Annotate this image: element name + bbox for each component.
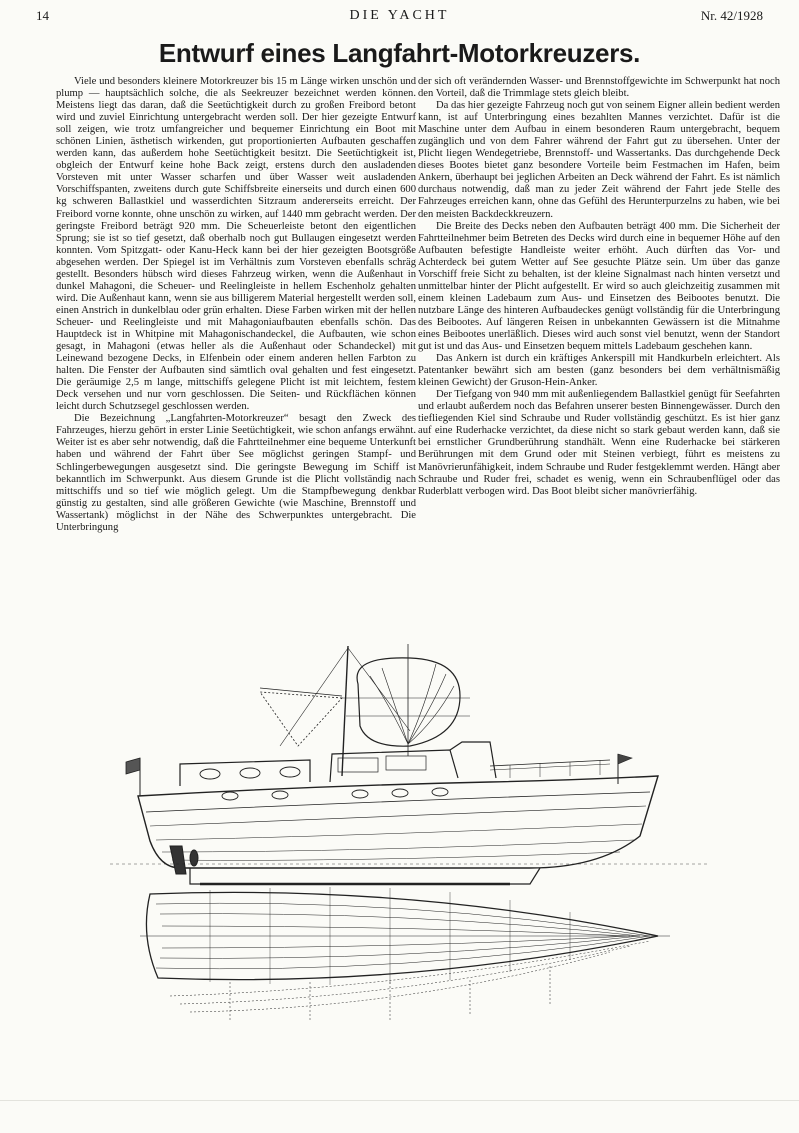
body-plan-drawing xyxy=(340,644,470,756)
buttock-lines-drawing xyxy=(170,941,650,1021)
issue-number: Nr. 42/1928 xyxy=(700,8,763,23)
paragraph: Da das hier gezeigte Fahrzeug noch gut von seinem Eigner allein bedient werden kann, ist auf Unterbringung eines bezahlten Mannes verzichtet. Dafür ist die Maschine unter dem Aufbau in einem besonderen Raum untergebracht, bequem zugänglich und von dem Fahrer während der Fahrt gut zu übersehen. Unter der Plicht liegen Wendegetriebe, Brennstoff- und Wassertanks. Das durchgehende Deck dieses Bootes bietet ganz besondere Vorteile beim Festmachen im Hafen, beim Ankern, überhaupt bei jeglichen Arbeiten an Deck während der Fahrt. Es ist nämlich durchaus notwendig, daß man zu jeder Zeit während der Fahrt jede Stelle des Fahrzeuges erreichen kann, ohne das Gefühl des Herunterpurzelns zu haben, wie bei den meisten Backdeckkreuzern. xyxy=(418,100,780,220)
paragraph: der sich oft verändernden Wasser- und Brennstoffgewichte im Schwerpunkt hat noch den Vorteil, daß die Trimmlage stets gleich bleibt. xyxy=(418,76,780,100)
paragraph: Die Bezeichnung „Langfahrten-Motorkreuzer“ besagt den Zweck des Fahrzeuges, hierzu gehört in erster Linie Seetüchtigkeit, wie schon anfangs erwähnt. Weiter ist es aber sehr notwendig, daß die Fahrtteilnehmer eine bequeme Unterkunft haben und während der Fahrt über See möglichst geringen Stampf- und Schlingerbewegungen ausgesetzt sind. Die geringste Bewegung im Schiff ist bekanntlich im Schwerpunkt. Aus diesem Grunde ist die Plicht vollständig nach mittschiffs und so tief wie möglich gelegt. Um die Stampfbewegung denkbar günstig zu gestalten, sind alle größeren Gewichte (wie Maschine, Brennstoff und Wassertank) möglichst in der Nähe des Schwerpunktes untergebracht. Die Unterbringung xyxy=(56,413,416,533)
paragraph: Der Tiefgang von 940 mm mit außenliegendem Ballastkiel genügt für Seefahrten und erlaubt außerdem noch das Befahren unserer besten Binnengewässer. Durch den tiefliegenden Kiel sind Schraube und Ruder vollständig geschützt. Es ist hier ganz auf eine Ruderhacke verzichtet, da diese nicht so stark gebaut werden kann, daß sie bei ernstlicher Grundberührung standhält. Wenn eine Ruderhacke bei stärkeren Berührungen mit dem Grund oder mit Steinen verbiegt, führt es meistens zu Manövrierunfähigkeit, indem Schraube und Ruder festgeklemmt werden. Hängt aber Schraube und Ruder frei, schadet es wenig, wenn ein Schraubenflügel oder das Ruderblatt verbogen wird. Das Boot bleibt sicher manövrierfähig. xyxy=(418,389,780,497)
plan-view-drawing xyxy=(140,887,670,985)
magazine-title: DIE YACHT xyxy=(349,8,450,23)
motor-cruiser-plan-icon xyxy=(110,636,710,1026)
paragraph: Viele und besonders kleinere Motorkreuzer bis 15 m Länge wirken unschön und plump — hauptsächlich solche, die als Seekreuzer bezeichnet werden können. Meistens liegt das daran, daß die Seetüchtigkeit durch zu großen Freibord betont wird und zuviel Einrichtung untergebracht werden soll. Der hier gezeigte Entwurf soll zeigen, wie trotz umfangreicher und bequemer Einrichtung ein Boot mit schönen Linien, ästhetisch wirkenden, gut proportionierten Aufbauten geschaffen werden kann, das außerdem hohe Seetüchtigkeit besitzt. Die Seetüchtigkeit ist, obgleich der Entwurf keine hohe Back zeigt, erstens durch den ausladenden Vorsteven mit unter Wasser scharfen und über Wasser weit ausladenden Vorschiffspanten, zweitens durch gute Schiffsbreite einerseits und durch einen 600 kg schweren Ballastkiel und wasserdichten Sitzraum andererseits erreicht. Der Freibord vorne konnte, ohne unschön zu wirken, auf 1440 mm gebracht werden. Der geringste Freibord beträgt 920 mm. Die Scheuerleiste betont den eigentlichen Sprung; sie ist so tief gesetzt, daß oberhalb noch gut Bullaugen eingesetzt werden konnten. Vom Spitzgatt- oder Kanu-Heck kann bei der hier gezeigten Bootsgröße abgesehen werden. Der Spiegel ist im Verhältnis zum Vorsteven ebenfalls schräg gestellt. Besonders hübsch wird dieses Fahrzeug wirken, wenn die Außenhaut in dunkel Mahagoni, die Scheuer- und Reelingleiste in hellem Eschenholz gehalten wird. Die Außenhaut kann, wenn sie aus billigerem Material hergestellt werden soll, einen Anstrich in dunkelblau oder grün erhalten. Diese Farben wirken mit der hellen Scheuer- und Reelingleiste und mit Mahagoniaufbauten ebenfalls schön. Das Hauptdeck ist in Whitpine mit Mahagonischandeckel, die Aufbauten, wie schon gesagt, in Mahagoni (etwas heller als die Außenhaut oder Schandeckel) mit Leinewand bezogene Decks, in Elfenbein oder einem anderen hellen Farbton zu halten. Die Fenster der Aufbauten sind sämtlich oval gehalten und fest eingesetzt. Die geräumige 2,5 m lange, mittschiffs gelegene Plicht ist mit leichtem, festem Deck versehen und nur vorn geschlossen. Die Seiten- und Rückflächen können leicht durch Schutzsegel geschlossen werden. xyxy=(56,76,416,413)
hull-profile-drawing xyxy=(138,742,658,884)
paragraph: Die Breite des Decks neben den Aufbauten beträgt 400 mm. Die Sicherheit der Fahrtteilnehmer beim Betreten des Decks wird durch eine in bequemer Höhe auf den Aufbauten befestigte Handleiste weiter erhöht. Auch dürften das Vor- und Achterdeck bei gutem Wetter auf See gesuchte Plätze sein. Um über das ganze Vorschiff freie Sicht zu behalten, ist der kleine Signalmast nach hinten versetzt und unmittelbar hinter der Plicht aufgestellt. Er wird so auch gleichzeitig zusammen mit einem kleinen Ladebaum zum Aus- und Einsetzen des Beibootes benutzt. Die nutzbare Länge des hinteren Aufbaudeckes genügt vollständig für die Unterbringung des Beibootes. Auf längeren Reisen in unbekannten Gewässern ist die Mitnahme eines Beibootes unerläßlich. Dieses wird auch sonst viel benutzt, wenn der Standort gut ist und das Aus- und Einsetzen bequem mittels Ladebaum geschehen kann. xyxy=(418,220,780,353)
article-title: Entwurf eines Langfahrt-Motorkreuzers. xyxy=(158,38,641,68)
page-bottom-rule xyxy=(0,1100,799,1101)
right-column xyxy=(418,76,780,498)
page-number: 14 xyxy=(36,8,49,23)
paragraph: Das Ankern ist durch ein kräftiges Ankerspill mit Handkurbeln erleichtert. Als Patentanker bewährt sich am besten (ganz besonders bei dem verhältnismäßig kleinen Gewicht) der Gruson-Hein-Anker. xyxy=(418,353,780,389)
left-column xyxy=(56,76,416,534)
page-header xyxy=(36,8,763,26)
